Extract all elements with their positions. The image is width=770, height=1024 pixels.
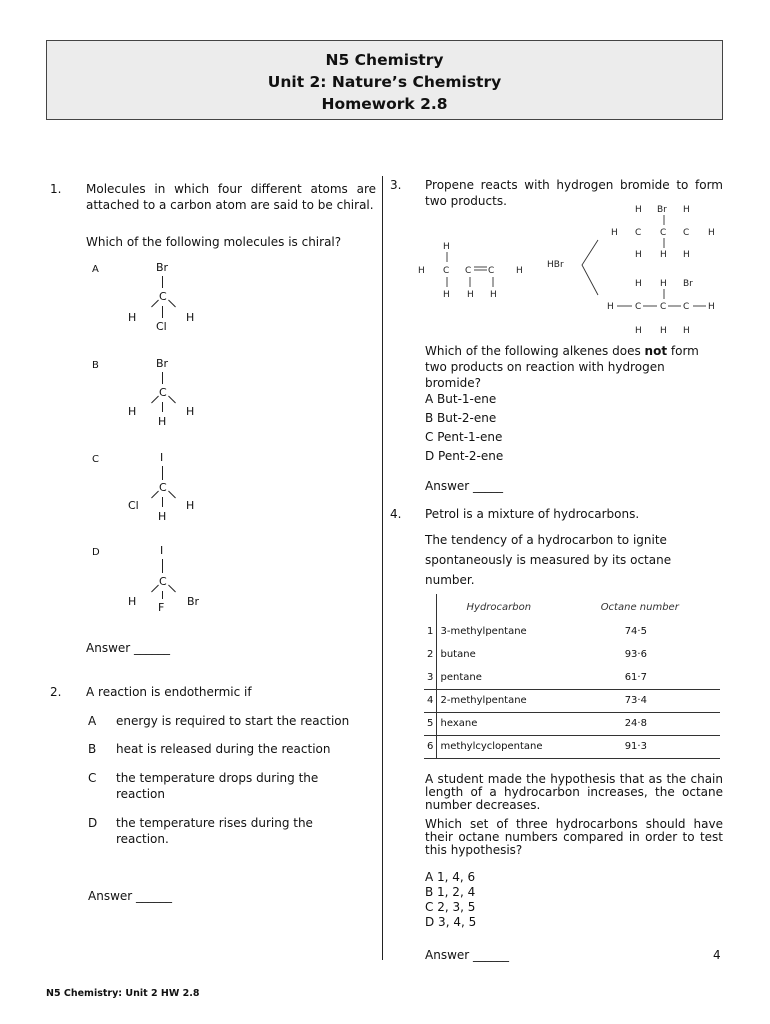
propene-top-h: H bbox=[443, 242, 450, 252]
svg-text:H: H bbox=[635, 326, 642, 336]
atom-top: Br bbox=[156, 261, 169, 274]
svg-text:H: H bbox=[683, 205, 690, 215]
atom-bottom: H bbox=[158, 510, 167, 523]
atom-top: Br bbox=[156, 357, 169, 370]
octane-table-header bbox=[424, 594, 720, 620]
bond-right bbox=[168, 396, 176, 404]
atom-top: I bbox=[160, 544, 164, 557]
q2-option-c-letter: C bbox=[88, 771, 97, 785]
octane-value: 93·6 bbox=[624, 649, 647, 660]
q3-option-c: C Pent-1-ene bbox=[425, 430, 503, 444]
svg-text:H: H bbox=[611, 228, 618, 238]
atom-left: H bbox=[128, 595, 137, 608]
svg-text:H: H bbox=[635, 205, 642, 215]
atom-bottom: Cl bbox=[156, 320, 167, 333]
propene-c2: C bbox=[465, 266, 472, 276]
hydrocarbon-name: hexane bbox=[436, 712, 595, 735]
title-line-3: Homework 2.8 bbox=[321, 95, 448, 113]
atom-left: H bbox=[128, 405, 137, 418]
table-row bbox=[424, 666, 720, 689]
title-line-1: N5 Chemistry bbox=[325, 51, 444, 69]
svg-text:H: H bbox=[660, 326, 667, 336]
propene-h1: H bbox=[418, 266, 425, 276]
q1-option-a-letter: A bbox=[92, 264, 99, 275]
hydrocarbon-name: pentane bbox=[436, 666, 595, 689]
svg-text:C: C bbox=[635, 228, 642, 238]
svg-text:H: H bbox=[708, 228, 715, 238]
atom-carbon: C bbox=[159, 290, 167, 303]
q3-option-a: A But-1-ene bbox=[425, 392, 497, 406]
column-divider bbox=[382, 176, 383, 960]
bond-top bbox=[162, 466, 163, 480]
bond-top bbox=[162, 559, 163, 573]
atom-carbon: C bbox=[159, 481, 167, 494]
atom-left: H bbox=[128, 311, 137, 324]
svg-text:H: H bbox=[708, 302, 715, 312]
bond-right bbox=[168, 585, 176, 593]
q4-text-2: The tendency of a hydrocarbon to ignite spontaneously is measured by its octane number. bbox=[425, 533, 672, 587]
bond-right bbox=[168, 491, 176, 499]
svg-text:H: H bbox=[635, 279, 642, 289]
q3-question bbox=[425, 343, 723, 391]
bond-top bbox=[162, 276, 163, 288]
row-number: 6 bbox=[424, 735, 436, 758]
bond-top bbox=[162, 372, 163, 384]
octane-table bbox=[424, 594, 720, 759]
q2-option-d-letter: D bbox=[88, 816, 98, 830]
svg-text:H: H bbox=[635, 250, 642, 260]
q3-question-pre: Which of the following alkenes does bbox=[425, 344, 645, 358]
bond-left bbox=[151, 300, 159, 308]
q2-option-c-text: the temperature drops during the reaction bbox=[116, 771, 319, 801]
table-row bbox=[424, 689, 720, 712]
q3-text: Propene reacts with hydrogen bromide to form two products. bbox=[425, 178, 723, 208]
q2-option-d-text: the temperature rises during the reaction. bbox=[116, 816, 313, 846]
svg-text:C: C bbox=[635, 302, 642, 312]
page-number: 4 bbox=[713, 948, 721, 962]
header-octane-number: Octane number bbox=[600, 601, 679, 613]
propene-c3: C bbox=[488, 266, 495, 276]
bond-bottom bbox=[162, 306, 163, 318]
title-box bbox=[46, 40, 723, 120]
atom-carbon: C bbox=[159, 386, 167, 399]
q4-option-c: C 2, 3, 5 bbox=[425, 900, 476, 914]
bond-bottom bbox=[162, 591, 163, 599]
q4-answer-line[interactable]: Answer ______ bbox=[425, 948, 510, 962]
molecule-a bbox=[120, 262, 210, 342]
q2-option-b-text: heat is released during the reaction bbox=[116, 742, 331, 756]
svg-text:H: H bbox=[660, 250, 667, 260]
octane-value: 73·4 bbox=[595, 689, 720, 712]
q2-text: A reaction is endothermic if bbox=[86, 685, 252, 699]
row-number: 1 bbox=[424, 620, 436, 643]
propene-reaction-diagram bbox=[410, 200, 725, 340]
row-number: 4 bbox=[424, 689, 436, 712]
atom-bottom: F bbox=[158, 601, 165, 614]
bond-right bbox=[168, 300, 176, 308]
hbr-reagent: HBr bbox=[547, 260, 564, 270]
octane-value: 74·5 bbox=[624, 626, 647, 637]
atom-right: H bbox=[186, 499, 195, 512]
q3-option-b: B But-2-ene bbox=[425, 411, 497, 425]
row-number: 5 bbox=[424, 712, 436, 735]
atom-bottom: H bbox=[158, 415, 167, 428]
q2-option-b-letter: B bbox=[88, 742, 97, 756]
footer-text: N5 Chemistry: Unit 2 HW 2.8 bbox=[46, 988, 200, 999]
propene-h2: H bbox=[516, 266, 523, 276]
q4-hypothesis: A student made the hypothesis that as the chain length of a hydrocarbon increases, the octane number decreases. bbox=[425, 772, 723, 812]
q3-question-emphasis: not bbox=[644, 344, 668, 358]
propene-h4: H bbox=[467, 290, 474, 300]
row-number: 3 bbox=[424, 666, 436, 689]
octane-value: 24·8 bbox=[595, 712, 720, 735]
header-hydrocarbon: Hydrocarbon bbox=[466, 601, 532, 613]
octane-value: 61·7 bbox=[595, 666, 720, 689]
row-number: 2 bbox=[424, 643, 436, 666]
hydrocarbon-name: 2-methylpentane bbox=[436, 689, 595, 712]
atom-right: Br bbox=[187, 595, 200, 608]
q3-question-post: form two products on reaction with hydrogen bromide? bbox=[425, 344, 699, 390]
q2-option-a-letter: A bbox=[88, 714, 97, 728]
hydrocarbon-name: methylcyclopentane bbox=[436, 735, 595, 758]
table-row bbox=[424, 735, 720, 758]
svg-text:C: C bbox=[683, 302, 690, 312]
octane-value: 91·3 bbox=[595, 735, 720, 758]
title-line-2: Unit 2: Nature’s Chemistry bbox=[267, 73, 502, 91]
q2-option-a-text: energy is required to start the reaction bbox=[116, 714, 350, 728]
q2-number: 2. bbox=[50, 685, 62, 699]
q3-number: 3. bbox=[390, 178, 402, 192]
q4-text-1: Petrol is a mixture of hydrocarbons. bbox=[425, 507, 640, 521]
svg-text:H: H bbox=[683, 326, 690, 336]
q4-question: Which set of three hydrocarbons should have their octane numbers compared in order to test this hypothesis? bbox=[425, 817, 723, 857]
q1-answer-line[interactable]: Answer ______ bbox=[86, 641, 171, 655]
q1-number: 1. bbox=[50, 182, 62, 196]
q4-number: 4. bbox=[390, 507, 402, 521]
atom-left: Cl bbox=[128, 499, 139, 512]
q1-text: Molecules in which four different atoms are attached to a carbon atom are said to be chiral. bbox=[86, 182, 376, 212]
q4-option-a: A 1, 4, 6 bbox=[425, 870, 476, 884]
atom-right: H bbox=[186, 405, 195, 418]
hydrocarbon-name: 3-methylpentane bbox=[440, 626, 527, 637]
propene-h3: H bbox=[443, 290, 450, 300]
q2-answer-line[interactable]: Answer ______ bbox=[88, 889, 173, 903]
propene-h5: H bbox=[490, 290, 497, 300]
svg-text:H: H bbox=[607, 302, 614, 312]
svg-text:H: H bbox=[683, 250, 690, 260]
q1-question: Which of the following molecules is chiral? bbox=[86, 235, 342, 249]
svg-text:C: C bbox=[660, 228, 667, 238]
molecule-b bbox=[120, 358, 210, 438]
bond-left bbox=[151, 491, 159, 499]
q1-option-d-letter: D bbox=[92, 547, 100, 558]
atom-top: I bbox=[160, 451, 164, 464]
table-row bbox=[424, 643, 720, 666]
propene-c1: C bbox=[443, 266, 450, 276]
q4-option-b: B 1, 2, 4 bbox=[425, 885, 476, 899]
q3-option-d: D Pent-2-ene bbox=[425, 449, 504, 463]
bond-bottom bbox=[162, 497, 163, 507]
bond-left bbox=[151, 396, 159, 404]
table-row bbox=[424, 620, 720, 643]
bond-left bbox=[151, 585, 159, 593]
svg-text:Br: Br bbox=[657, 205, 667, 215]
q1-option-c-letter: C bbox=[92, 454, 99, 465]
molecule-c bbox=[120, 452, 210, 532]
svg-text:C: C bbox=[683, 228, 690, 238]
svg-text:H: H bbox=[660, 279, 667, 289]
molecule-d bbox=[120, 545, 210, 625]
hydrocarbon-name: butane bbox=[440, 649, 476, 660]
table-row bbox=[424, 712, 720, 735]
atom-right: H bbox=[186, 311, 195, 324]
q1-option-b-letter: B bbox=[92, 360, 99, 371]
bond-bottom bbox=[162, 402, 163, 412]
atom-carbon: C bbox=[159, 575, 167, 588]
svg-text:Br: Br bbox=[683, 279, 693, 289]
svg-text:C: C bbox=[660, 302, 667, 312]
q3-answer-line[interactable]: Answer _____ bbox=[425, 479, 504, 493]
q4-option-d: D 3, 4, 5 bbox=[425, 915, 477, 929]
